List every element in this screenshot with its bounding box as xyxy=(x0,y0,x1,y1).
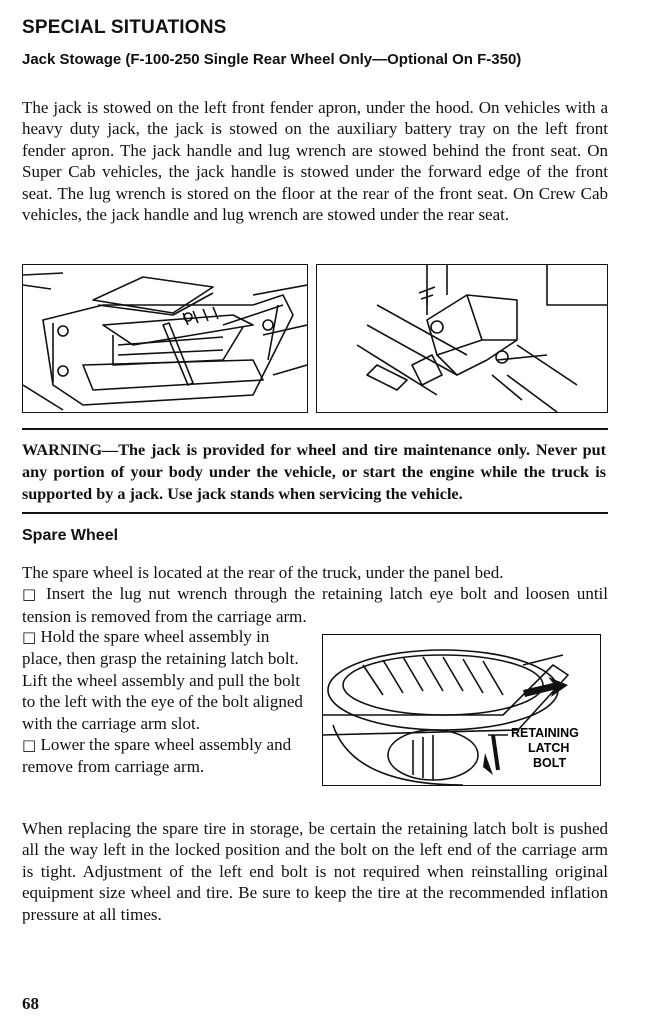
spare-wheel-drawing xyxy=(323,635,600,785)
step-text: Lower the spare wheel assembly and remove from carriage arm. xyxy=(22,735,292,777)
spare-intro: The spare wheel is located at the rear of the truck, under the panel bed. xyxy=(22,563,504,582)
step-text: Insert the lug nut wrench through the retaining latch eye bolt and loosen until tension is removed from the carriage arm. xyxy=(22,584,608,626)
step-text: Hold the spare wheel assembly in place, then grasp the retaining latch bolt. Lift the wheel assembly and pull the bolt to the left with the eye of the bolt aligned with the carriage arm slot. xyxy=(22,627,303,733)
callout-bolt: BOLT xyxy=(533,756,567,770)
jack-stowage-illustration xyxy=(22,264,308,413)
spare-storage-paragraph: When replacing the spare tire in storage, be certain the retaining latch bolt is pushed all the way left in the locked position and the bolt on the left end of the carriage arm is tight. Adjustment of the left end bolt is not required when reinstalling original equipment size wheel and tire. Be sure to keep the tire at the recommended inflation pressure at all times. xyxy=(22,819,608,924)
checkbox-icon: □ xyxy=(22,736,37,755)
spare-wheel-heading: Spare Wheel xyxy=(22,527,119,544)
jack-stowage-paragraph: The jack is stowed on the left front fender apron, under the hood. On vehicles with a heavy duty jack, the jack is stowed on the auxiliary battery tray on the left front fender apron. The jack handle and lug wrench are stowed behind the front seat. On Super Cab vehicles, the jack handle is stowed under the forward edge of the front seat. The lug wrench is stored on the floor at the rear of the front seat. On Crew Cab vehicles, the jack handle and lug wrench are stowed under the rear seat. xyxy=(22,98,608,225)
spare-wheel-step-1 xyxy=(22,562,608,627)
section-title: SPECIAL SITUATIONS xyxy=(22,17,227,38)
jack-drawing xyxy=(23,265,307,412)
warning-top-rule xyxy=(22,428,608,430)
callout-retaining: RETAINING xyxy=(511,726,579,740)
warning-bottom-rule xyxy=(22,512,608,514)
warning-text: WARNING—The jack is provided for wheel and tire maintenance only. Never put any portion of your body under the vehicle, or start the engine while the truck is supported by a jack. Use jack stands when servicing the vehicle. xyxy=(22,441,606,503)
checkbox-icon: □ xyxy=(22,585,39,604)
callout-latch: LATCH xyxy=(528,741,570,755)
jack-handle-illustration xyxy=(316,264,608,413)
spare-wheel-steps-2-3 xyxy=(22,626,312,778)
handle-drawing xyxy=(317,265,607,412)
checkbox-icon: □ xyxy=(22,628,37,646)
spare-wheel-illustration xyxy=(322,634,601,786)
page-number: 68 xyxy=(22,994,39,1013)
jack-stowage-heading: Jack Stowage (F-100-250 Single Rear Wheel Only—Optional On F-350) xyxy=(22,51,522,68)
